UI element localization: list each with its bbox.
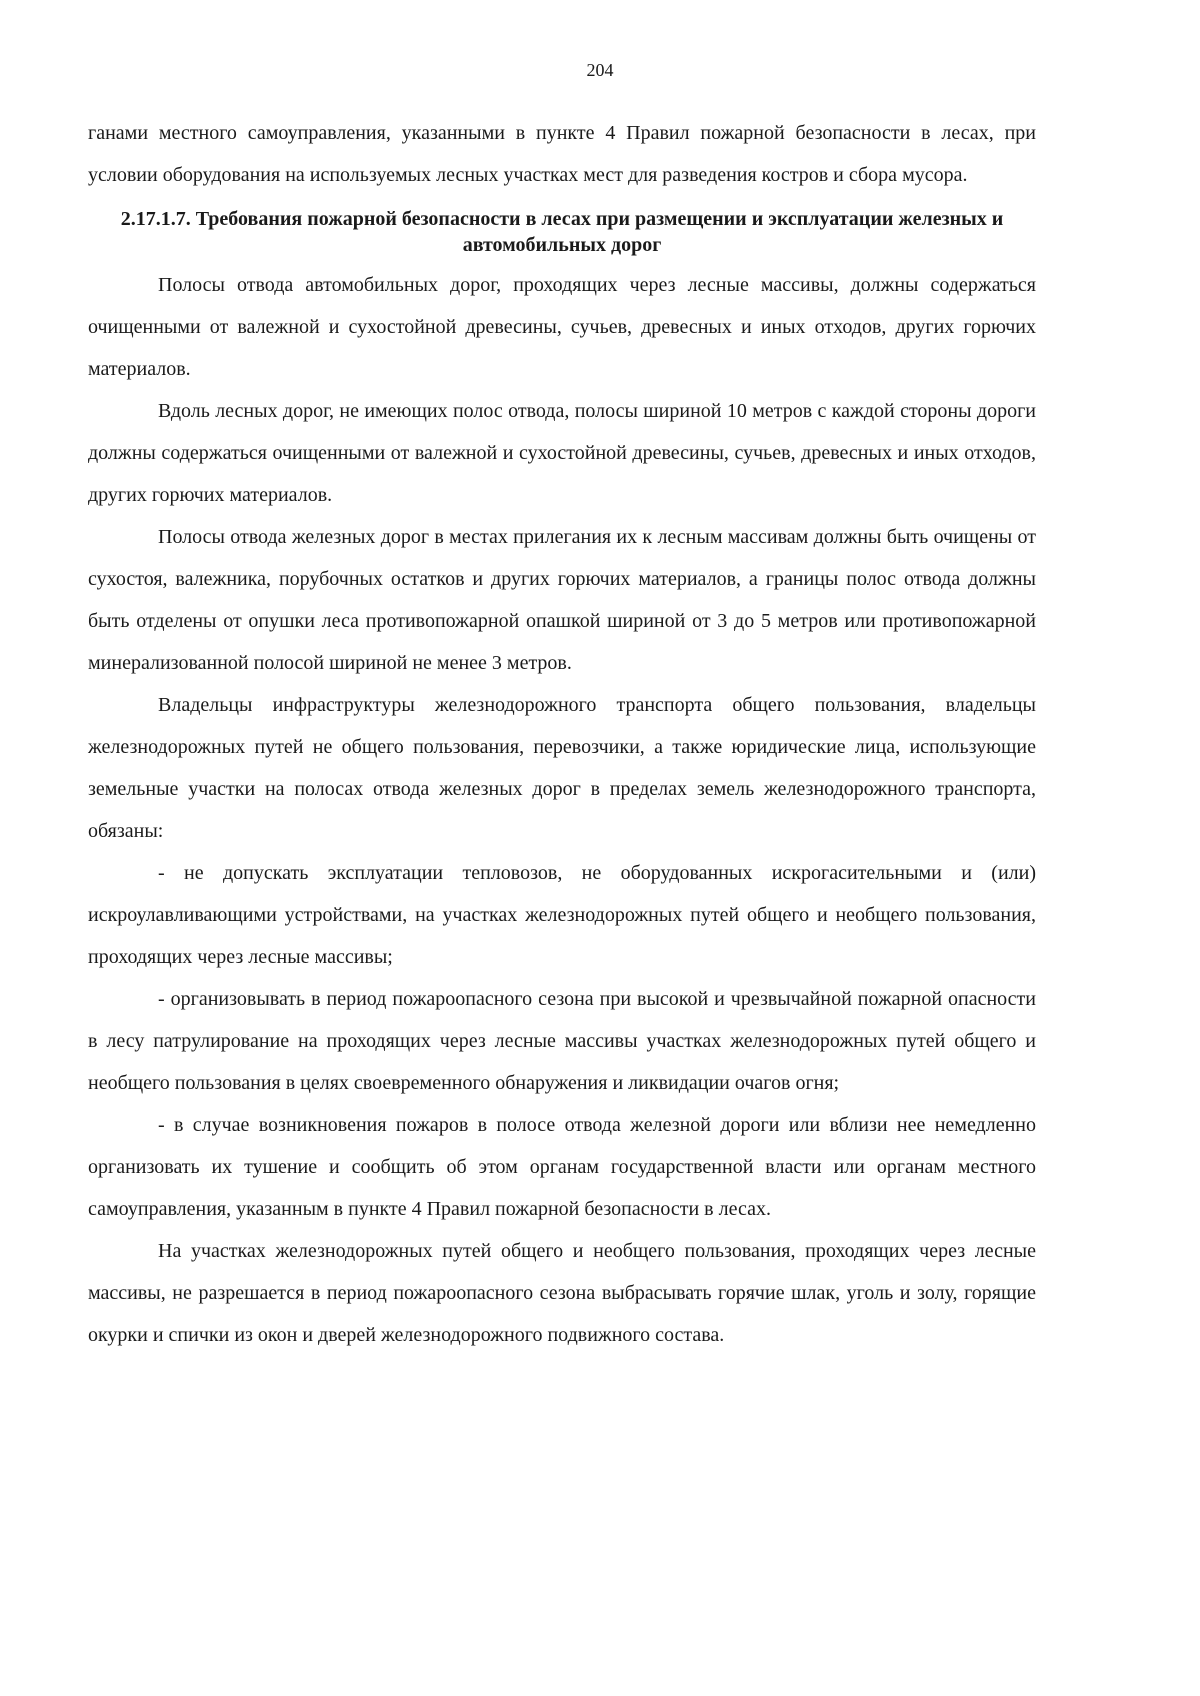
paragraph-road-strips: Полосы отвода автомобильных дорог, проходящих через лесные массивы, должны содержаться очищенными от валежной и сухостойной древесины, сучьев, древесных и иных отходов, других горючих материалов.	[88, 274, 1036, 380]
paragraph-railway-owners: Владельцы инфраструктуры железнодорожного транспорта общего пользования, владельцы железнодорожных путей не общего пользования, перевозчики, а также юридические лица, использующие земельные участки на полосах отвода железных дорог в пределах земель железнодорожного транспорта, обязаны:	[88, 694, 1036, 842]
list-item-locomotives: - не допускать эксплуатации тепловозов, не оборудованных искрогасительными и (или) искроулавливающими устройствами, на участках железнодорожных путей общего и необщего пользования, проходящих через лесные массивы;	[88, 862, 1036, 968]
paragraph-prohibition: На участках железнодорожных путей общего и необщего пользования, проходящих через лесные массивы, не разрешается в период пожароопасного сезона выбрасывать горячие шлак, уголь и золу, горящие окурки и спички из окон и дверей железнодорожного подвижного состава.	[88, 1240, 1036, 1346]
page-number: 204	[586, 60, 614, 80]
list-item-patrolling: - организовывать в период пожароопасного сезона при высокой и чрезвычайной пожарной опасности в лесу патрулирование на проходящих через лесные массивы участках железнодорожных путей общего и необщего пользования в целях своевременного обнаружения и ликвидации очагов огня;	[88, 988, 1036, 1094]
page-body	[88, 112, 1036, 1356]
continuation-paragraph: ганами местного самоуправления, указанными в пункте 4 Правил пожарной безопасности в лесах, при условии оборудования на используемых лесных участках мест для разведения костров и сбора мусора.	[88, 122, 1036, 186]
list-item-fire-response: - в случае возникновения пожаров в полосе отвода железной дороги или вблизи нее немедленно организовать их тушение и сообщить об этом органам государственной власти или органам местного самоуправления, указанным в пункте 4 Правил пожарной безопасности в лесах.	[88, 1114, 1036, 1220]
section-heading: 2.17.1.7. Требования пожарной безопасности в лесах при размещении и эксплуатации железных и автомобильных дорог	[120, 208, 1004, 256]
paragraph-railway-strips: Полосы отвода железных дорог в местах прилегания их к лесным массивам должны быть очищены от сухостоя, валежника, порубочных остатков и других горючих материалов, а границы полос отвода должны быть отделены от опушки леса противопожарной опашкой шириной от 3 до 5 метров или противопожарной минерализованной полосой шириной не менее 3 метров.	[88, 526, 1036, 674]
paragraph-forest-roads: Вдоль лесных дорог, не имеющих полос отвода, полосы шириной 10 метров с каждой стороны дороги должны содержаться очищенными от валежной и сухостойной древесины, сучьев, древесных и иных отходов, других горючих материалов.	[88, 400, 1036, 506]
